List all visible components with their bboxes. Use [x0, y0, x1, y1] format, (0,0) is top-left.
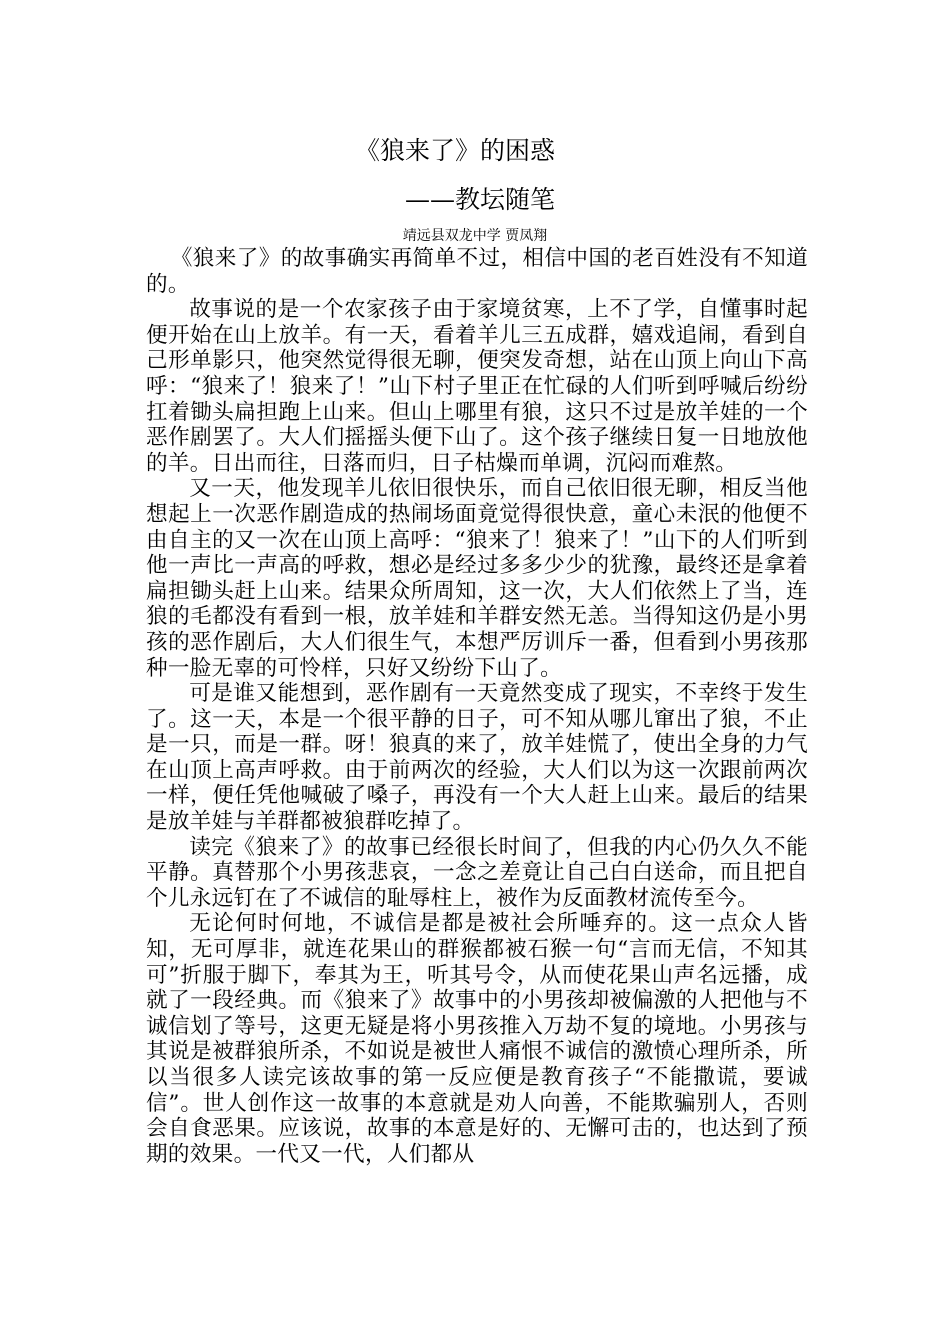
author-line: 靖远县双龙中学 贾凤翔 [402, 228, 548, 244]
paragraph-1: 《狼来了》的故事确实再简单不过，相信中国的老百姓没有不知道的。 [146, 246, 808, 297]
paragraph-6: 无论何时何地，不诚信是都是被社会所唾弃的。这一点众人皆知，无可厚非，就连花果山的群猴都被石猴一句“言而无信，不知其可”折服于脚下，奉其为王，听其号令，从而使花果山声名远播，成就了一段经典。而《狼来了》故事中的小男孩却被偏激的人把他与不诚信划了等号，这更无疑是将小男孩推入万劫不复的境地。小男孩与其说是被群狼所杀，不如说是被世人痛恨不诚信的激愤心理所杀，所以当很多人读完该故事的第一反应便是教育孩子“不能撒谎，要诚信”。世人创作这一故事的本意就是劝人向善，不能欺骗别人，否则会自食恶果。应该说，故事的本意是好的、无懈可击的，也达到了预期的效果。一代又一代，人们都从 [146, 911, 808, 1167]
document-subtitle: ——教坛随笔 [404, 185, 555, 214]
paragraph-3: 又一天，他发现羊儿依旧很快乐，而自己依旧很无聊，相反当他想起上一次恶作剧造成的热闹场面竟觉得很快意，童心未泯的他便不由自主的又一次在山顶上高呼：“狼来了！狼来了！”山下的人们听到他一声比一声高的呼救，想必是经过多多少少的犹豫，最终还是拿着扁担锄头赶上山来。结果众所周知，这一次，大人们依然上了当，连狼的毛都没有看到一根，放羊娃和羊群安然无恙。当得知这仍是小男孩的恶作剧后，大人们很生气，本想严厉训斥一番，但看到小男孩那种一脸无辜的可怜样，只好又纷纷下山了。 [146, 476, 808, 681]
article-body [146, 246, 808, 1167]
paragraph-5: 读完《狼来了》的故事已经很长时间了，但我的内心仍久久不能平静。真替那个小男孩悲哀，一念之差竟让自己白白送命，而且把自个儿永远钉在了不诚信的耻辱柱上，被作为反面教材流传至今。 [146, 834, 808, 911]
document-title: 《狼来了》的困惑 [354, 136, 555, 165]
paragraph-2: 故事说的是一个农家孩子由于家境贫寒，上不了学，自懂事时起便开始在山上放羊。有一天，看着羊儿三五成群，嬉戏追闹，看到自己形单影只，他突然觉得很无聊，便突发奇想，站在山顶上向山下高呼：“狼来了！狼来了！”山下村子里正在忙碌的人们听到呼喊后纷纷扛着锄头扁担跑上山来。但山上哪里有狼，这只不过是放羊娃的一个恶作剧罢了。大人们摇摇头便下山了。这个孩子继续日复一日地放他的羊。日出而往，日落而归，日子枯燥而单调，沉闷而难熬。 [146, 297, 808, 476]
paragraph-4: 可是谁又能想到，恶作剧有一天竟然变成了现实，不幸终于发生了。这一天，本是一个很平静的日子，可不知从哪儿窜出了狼，不止是一只，而是一群。呀！狼真的来了，放羊娃慌了，使出全身的力气在山顶上高声呼救。由于前两次的经验，大人们以为这一次跟前两次一样，便任凭他喊破了嗓子，再没有一个大人赶上山来。最后的结果是放羊娃与羊群都被狼群吃掉了。 [146, 681, 808, 835]
